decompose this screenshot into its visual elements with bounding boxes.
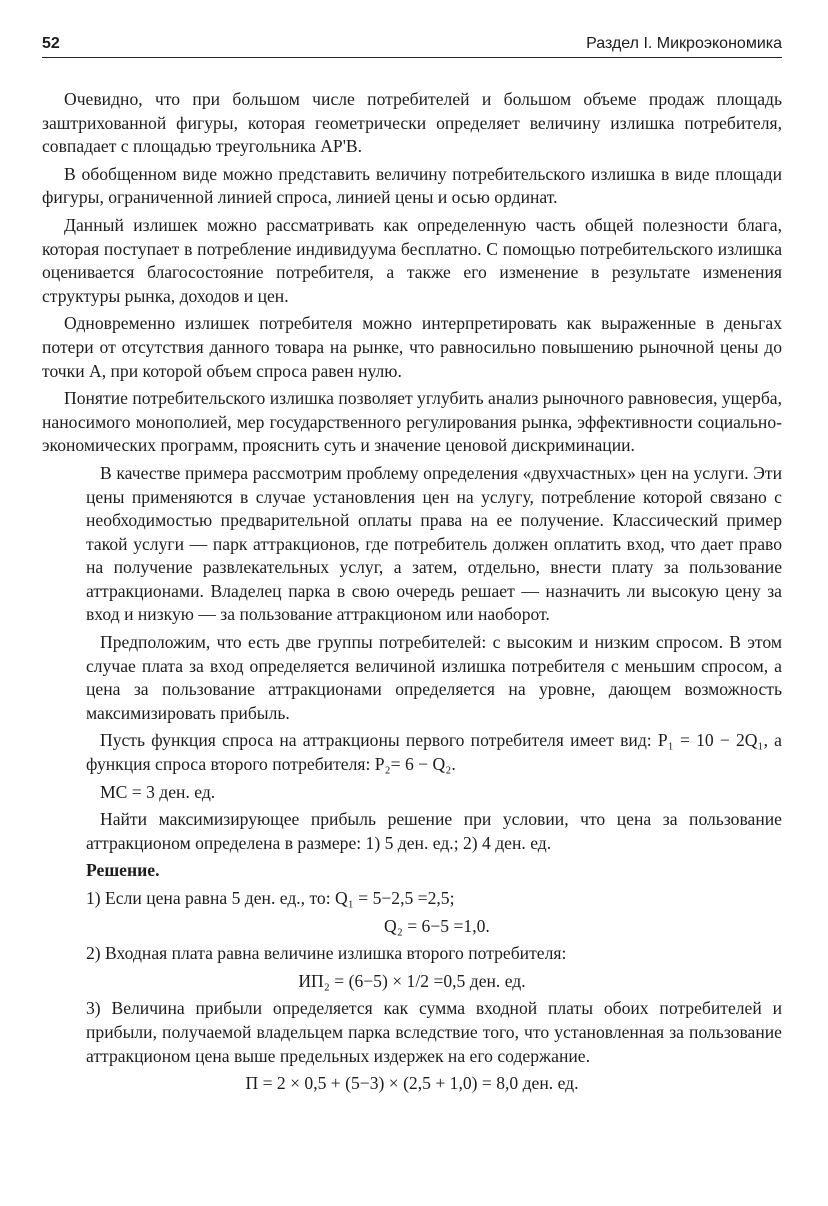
solution-step-1-q2: Q₂ = 6−5 =1,0. bbox=[384, 915, 490, 936]
task-statement: Найти максимизирующее прибыль решение при условии, что цена за пользование аттракционом определена в размере: 1) 5 ден. ед.; 2) 4 ден. ед. bbox=[86, 809, 782, 853]
paragraph: Данный излишек можно рассматривать как определенную часть общей полезности блага, которая поступает в потребление индивидуума бесплатно. С помощью потребительского излишка оценивается благосостояние потребителя, а также его изменение в результате изменения структуры рынка, доходов и цен. bbox=[42, 214, 782, 306]
marginal-cost: MC = 3 ден. ед. bbox=[100, 781, 216, 802]
page-header bbox=[42, 33, 782, 58]
example-intro: В качестве примера рассмотрим проблему определения «двухчастных» цен на услуги. Эти цены применяются в случае установления цен на услугу, потребление которой связано с необходимостью предварительной оплаты права на ее получение. Классический пример такой услуги — парк аттракционов, где потребитель должен оплатить вход, что дает право на получение развлекательных услуг, а затем, отдельно, внести плату за пользование аттракционами. Владелец парка в свою очередь решает — назначить ли высокую цену за вход и низкую — за пользование аттракционом или наоборот. bbox=[86, 462, 782, 625]
solution-step-3: 3) Величина прибыли определяется как сумма входной платы обоих потребителей и прибыли, получаемой владельцем парка вследствие того, что установленная за пользование аттракционом цена выше предельных издержек на его содержание. bbox=[86, 998, 782, 1066]
formula-profit: П = 2 × 0,5 + (5−3) × (2,5 + 1,0) = 8,0 ден. ед. bbox=[245, 1073, 579, 1094]
section-title: Раздел I. Микроэкономика bbox=[586, 35, 782, 52]
solution-step-1: 1) Если цена равна 5 ден. ед., то: Q₁ = 5−2,5 =2,5; bbox=[86, 888, 455, 908]
solution-step-2: 2) Входная плата равна величине излишка второго потребителя: bbox=[86, 943, 567, 964]
solution-heading: Решение. bbox=[86, 860, 160, 881]
paragraph: Одновременно излишек потребителя можно интерпретировать как выраженные в деньгах потери от отсутствия данного товара на рынке, что равносильно повышению рыночной цены до точки A, при которой объем спроса равен нулю. bbox=[42, 313, 782, 381]
paragraph: В обобщенном виде можно представить величину потребительского излишка в виде площади фигуры, ограниченной линией спроса, линией цены и осью ординат. bbox=[42, 163, 782, 208]
page-body bbox=[42, 88, 782, 1100]
paragraph: Очевидно, что при большом числе потребителей и большом объеме продаж площадь заштрихованной фигуры, которая геометрически определяет величину излишка потребителя, совпадает с площадью треугольника AP'B. bbox=[42, 89, 782, 157]
example-assumption: Предположим, что есть две группы потребителей: с высоким и низким спросом. В этом случае плата за вход определяется величиной излишка потребителя с меньшим спросом, а цена за пользование аттракционами определяется на уровне, дающем возможность максимизировать прибыль. bbox=[86, 632, 782, 723]
page-number: 52 bbox=[42, 35, 60, 52]
demand-functions: Пусть функция спроса на аттракционы первого потребителя имеет вид: P₁ = 10 − 2Q₁, а функция спроса второго потребителя: P₂= 6 − Q₂. bbox=[86, 730, 782, 775]
formula-consumer-surplus: ИП₂ = (6−5) × 1/2 =0,5 ден. ед. bbox=[298, 970, 526, 991]
paragraph: Понятие потребительского излишка позволяет углубить анализ рыночного равновесия, ущерба, наносимого монополией, мер государственного регулирования рынка, эффективности социально-экономических программ, прояснить суть и значение ценовой дискриминации. bbox=[42, 388, 782, 456]
